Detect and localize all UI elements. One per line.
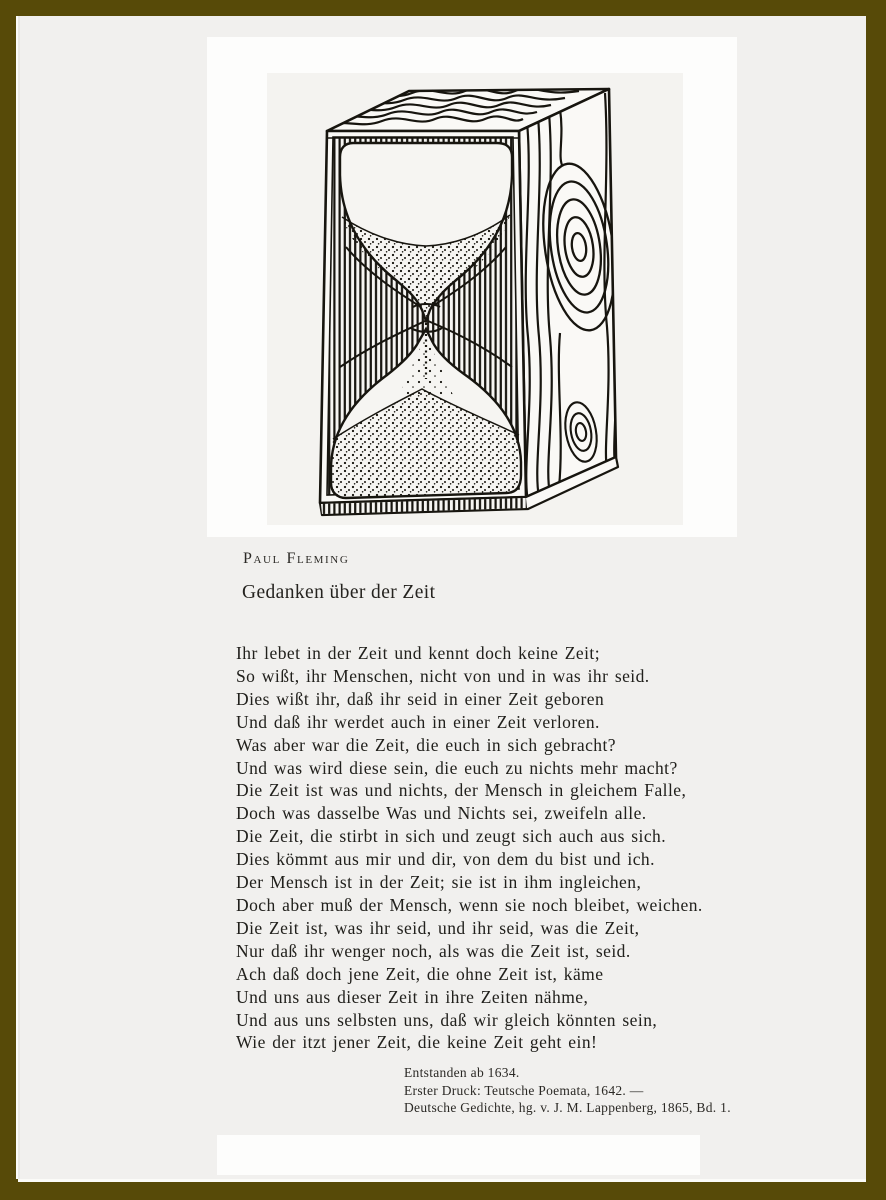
poem-line: Und uns aus dieser Zeit in ihre Zeiten nähme, — [236, 986, 589, 1007]
poem-line: Der Mensch ist in der Zeit; sie ist in ihm ingleichen, — [236, 872, 642, 893]
poem-line: Was aber war die Zeit, die euch in sich gebracht? — [236, 734, 617, 755]
poem-line: Und daß ihr werdet auch in einer Zeit verloren. — [236, 711, 600, 732]
box-right-face — [519, 89, 624, 502]
poem-title: Gedanken über der Zeit — [242, 582, 436, 603]
source-note-line: Deutsche Gedichte, hg. v. J. M. Lappenberg, 1865, Bd. 1. — [404, 1100, 731, 1116]
book-page — [18, 16, 866, 1179]
source-notes — [404, 1064, 731, 1117]
poem-body — [236, 642, 703, 1054]
poem-line: Ach daß doch jene Zeit, die ohne Zeit ist, käme — [236, 963, 604, 984]
poem-line: Die Zeit, die stirbt in sich und zeugt sich auch aus sich. — [236, 826, 667, 847]
poem-line: Doch aber muß der Mensch, wenn sie noch bleibet, weichen. — [236, 894, 703, 915]
poem-line: Wie der itzt jener Zeit, die keine Zeit geht ein! — [236, 1032, 598, 1053]
poem-line: Doch was dasselbe Was und Nichts sei, zweifeln alle. — [236, 803, 647, 824]
source-note-line: Erster Druck: Teutsche Poemata, 1642. — — [404, 1082, 644, 1098]
poem-line: Und was wird diese sein, die euch zu nichts mehr macht? — [236, 757, 678, 778]
poem-line: Nur daß ihr wenger noch, als was die Zeit ist, seid. — [236, 940, 631, 961]
poem-line: Dies kömmt aus mir und dir, von dem du bist und ich. — [236, 849, 655, 870]
poem-author: Paul Fleming — [243, 550, 350, 567]
poem-line: Die Zeit ist was und nichts, der Mensch in gleichem Falle, — [236, 780, 687, 801]
poem-line: Ihr lebet in der Zeit und kennt doch keine Zeit; — [236, 643, 601, 663]
poem-line: Die Zeit ist, was ihr seid, und ihr seid, was die Zeit, — [236, 917, 640, 938]
illustration-panel — [207, 37, 737, 537]
hourglass-illustration — [207, 37, 737, 537]
poem-line: Und aus uns selbsten uns, daß wir gleich könnten sein, — [236, 1009, 658, 1030]
source-note-line: Entstanden ab 1634. — [404, 1065, 520, 1080]
poem-line: Dies wißt ihr, daß ihr seid in einer Zeit geboren — [236, 688, 605, 709]
poem-line: So wißt, ihr Menschen, nicht von und in was ihr seid. — [236, 665, 650, 686]
bottom-white-strip — [217, 1135, 700, 1175]
